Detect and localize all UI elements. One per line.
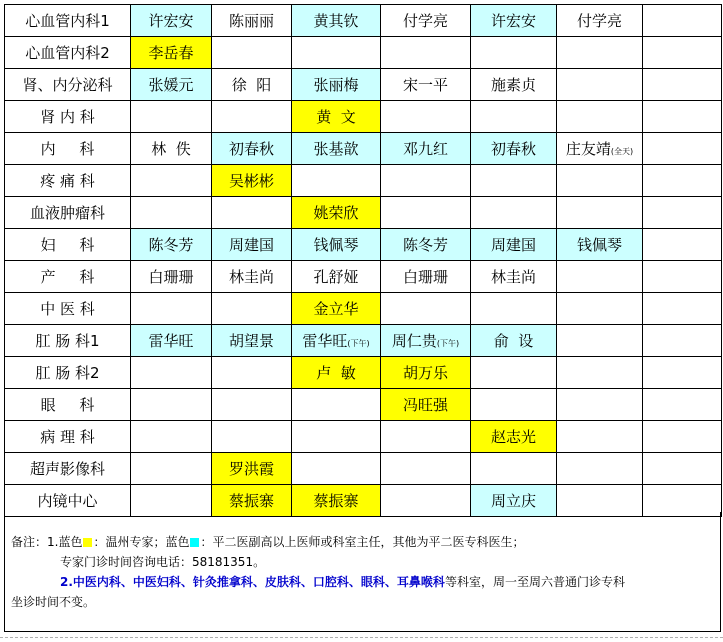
doctor-name: 许宏安 [148, 12, 194, 30]
doctor-cell [131, 293, 212, 325]
schedule-row [5, 5, 722, 37]
doctor-name: 雷华旺 [148, 332, 194, 350]
doctor-cell [381, 229, 471, 261]
doctor-name: 黄其钦 [313, 12, 359, 30]
doctor-cell [212, 165, 292, 197]
doctor-name: 初春秋 [228, 140, 274, 158]
doctor-cell [131, 357, 212, 389]
doctor-name: 吴彬彬 [228, 172, 274, 190]
doctor-cell [471, 421, 557, 453]
doctor-name: 俞 设 [493, 332, 534, 350]
doctor-cell [212, 421, 292, 453]
doctor-cell [557, 101, 643, 133]
doctor-cell [381, 421, 471, 453]
doctor-name: 施素贞 [490, 76, 536, 94]
department-cell: 妇 科 [5, 229, 131, 261]
doctor-cell [212, 389, 292, 421]
doctor-name: 周建国 [228, 236, 274, 254]
department-cell: 心血管内科1 [5, 5, 131, 37]
department-cell: 肾 内 科 [5, 101, 131, 133]
schedule-row [5, 357, 722, 389]
doctor-name: 钱佩琴 [576, 236, 622, 254]
page-bottom-divider [0, 637, 723, 638]
doctor-cell [643, 37, 722, 69]
note-line-3: 坐诊时间不变。 [11, 595, 96, 609]
doctor-cell [557, 229, 643, 261]
note-phone-line: 专家门诊时间咨询电话：58181351。 [60, 555, 266, 569]
doctor-cell [643, 293, 722, 325]
doctor-cell [471, 389, 557, 421]
doctor-name: 林圭尚 [228, 268, 274, 286]
note-line2-prefix: 2. [60, 575, 73, 589]
doctor-cell [381, 101, 471, 133]
doctor-name: 陈冬芳 [148, 236, 194, 254]
doctor-name: 罗洪霞 [228, 460, 274, 478]
doctor-cell [292, 133, 381, 165]
schedule-row [5, 325, 722, 357]
doctor-name: 陈冬芳 [402, 236, 448, 254]
schedule-row [5, 37, 722, 69]
doctor-name: 周仁贵 [391, 332, 437, 350]
department-cell: 病 理 科 [5, 421, 131, 453]
doctor-name: 庄友靖 [565, 140, 611, 158]
doctor-name: 卢 敏 [316, 364, 356, 382]
department-cell: 肾、内分泌科 [5, 69, 131, 101]
doctor-cell [212, 197, 292, 229]
schedule-body [5, 5, 722, 517]
cyan-swatch [190, 538, 199, 547]
doctor-cell [643, 133, 722, 165]
doctor-cell [131, 229, 212, 261]
doctor-name: 白珊珊 [148, 268, 194, 286]
session-note: (全天) [610, 147, 634, 156]
notes-section [4, 512, 721, 632]
doctor-cell [557, 261, 643, 293]
doctor-cell [292, 229, 381, 261]
doctor-cell [557, 389, 643, 421]
doctor-name: 黄 文 [316, 108, 356, 126]
doctor-cell [381, 453, 471, 485]
doctor-cell [131, 133, 212, 165]
doctor-cell [643, 421, 722, 453]
doctor-name: 初春秋 [490, 140, 536, 158]
schedule-row [5, 421, 722, 453]
doctor-cell [643, 357, 722, 389]
doctor-cell [212, 293, 292, 325]
doctor-cell [131, 101, 212, 133]
department-cell: 肛 肠 科2 [5, 357, 131, 389]
session-note: (下午) [436, 339, 460, 348]
doctor-name: 金立华 [313, 300, 359, 318]
doctor-name: 付学亮 [576, 12, 622, 30]
doctor-name: 胡万乐 [402, 364, 448, 382]
doctor-cell [381, 197, 471, 229]
doctor-cell [471, 197, 557, 229]
doctor-cell [471, 229, 557, 261]
doctor-name: 周建国 [490, 236, 536, 254]
doctor-cell [557, 37, 643, 69]
session-note: (下午) [347, 339, 370, 348]
yellow-swatch [83, 538, 92, 547]
doctor-cell [381, 133, 471, 165]
doctor-cell [292, 37, 381, 69]
schedule-row [5, 293, 722, 325]
doctor-name: 雷华旺 [302, 332, 348, 350]
doctor-name: 林 佚 [151, 140, 191, 158]
doctor-cell [381, 389, 471, 421]
note-cyan-meaning: ：平二医副高以上医师或科室主任，其他为平二医专科医生； [200, 535, 525, 549]
doctor-name: 周立庆 [490, 492, 536, 510]
doctor-cell [643, 389, 722, 421]
doctor-name: 蔡振寨 [313, 492, 359, 510]
doctor-name: 赵志光 [490, 428, 536, 446]
doctor-name: 陈丽丽 [228, 12, 274, 30]
schedule-row [5, 261, 722, 293]
doctor-cell [131, 261, 212, 293]
doctor-cell [381, 37, 471, 69]
note-line-1 [11, 532, 714, 552]
doctor-cell [212, 325, 292, 357]
doctor-cell [557, 293, 643, 325]
doctor-cell [471, 133, 557, 165]
doctor-name: 宋一平 [402, 76, 448, 94]
note-prefix: 备注：1.蓝色 [11, 535, 83, 549]
doctor-cell [643, 5, 722, 37]
doctor-name: 张媛元 [148, 76, 194, 94]
doctor-cell [212, 69, 292, 101]
doctor-cell [471, 293, 557, 325]
doctor-cell [643, 453, 722, 485]
doctor-cell [292, 197, 381, 229]
doctor-cell [212, 357, 292, 389]
doctor-name: 孔舒娅 [313, 268, 359, 286]
schedule-row [5, 389, 722, 421]
doctor-cell [131, 389, 212, 421]
doctor-cell [643, 261, 722, 293]
department-cell: 内镜中心 [5, 485, 131, 517]
doctor-cell [471, 453, 557, 485]
schedule-row [5, 197, 722, 229]
department-cell: 心血管内科2 [5, 37, 131, 69]
doctor-cell [212, 133, 292, 165]
schedule-row [5, 165, 722, 197]
doctor-cell [131, 421, 212, 453]
doctor-cell [292, 357, 381, 389]
doctor-cell [292, 5, 381, 37]
doctor-cell [643, 197, 722, 229]
doctor-cell [292, 261, 381, 293]
department-cell: 血液肿瘤科 [5, 197, 131, 229]
doctor-cell [471, 37, 557, 69]
doctor-cell [212, 229, 292, 261]
doctor-cell [557, 197, 643, 229]
doctor-cell [381, 5, 471, 37]
doctor-cell [557, 165, 643, 197]
doctor-cell [131, 325, 212, 357]
department-cell: 中 医 科 [5, 293, 131, 325]
doctor-cell [471, 325, 557, 357]
doctor-cell [557, 453, 643, 485]
doctor-name: 白珊珊 [402, 268, 448, 286]
doctor-name: 姚荣欣 [313, 204, 359, 222]
doctor-name: 钱佩琴 [313, 236, 359, 254]
department-cell: 眼 科 [5, 389, 131, 421]
doctor-cell [381, 261, 471, 293]
doctor-cell [381, 357, 471, 389]
doctor-cell [381, 69, 471, 101]
doctor-cell [292, 325, 381, 357]
doctor-cell [381, 325, 471, 357]
doctor-cell [381, 165, 471, 197]
doctor-cell [643, 165, 722, 197]
department-cell: 肛 肠 科1 [5, 325, 131, 357]
doctor-cell [557, 325, 643, 357]
doctor-cell [471, 101, 557, 133]
doctor-cell [557, 357, 643, 389]
department-cell: 内 科 [5, 133, 131, 165]
doctor-name: 邓九红 [402, 140, 448, 158]
doctor-cell [471, 357, 557, 389]
department-cell: 疼 痛 科 [5, 165, 131, 197]
doctor-cell [557, 69, 643, 101]
doctor-name: 张基歆 [313, 140, 359, 158]
doctor-name: 徐 阳 [231, 76, 272, 94]
doctor-cell [212, 453, 292, 485]
doctor-name: 胡望景 [228, 332, 274, 350]
doctor-cell [131, 5, 212, 37]
doctor-cell [131, 197, 212, 229]
doctor-cell [292, 69, 381, 101]
doctor-cell [557, 133, 643, 165]
doctor-cell [471, 261, 557, 293]
doctor-name: 许宏安 [490, 12, 536, 30]
doctor-cell [212, 5, 292, 37]
doctor-name: 林圭尚 [490, 268, 536, 286]
doctor-cell [292, 389, 381, 421]
doctor-name: 付学亮 [402, 12, 448, 30]
doctor-name: 张丽梅 [313, 76, 359, 94]
doctor-cell [643, 69, 722, 101]
doctor-cell [292, 293, 381, 325]
schedule-row [5, 229, 722, 261]
schedule-row [5, 133, 722, 165]
doctor-cell [557, 421, 643, 453]
doctor-cell [212, 261, 292, 293]
schedule-row [5, 69, 722, 101]
doctor-cell [292, 165, 381, 197]
doctor-cell [557, 5, 643, 37]
doctor-cell [212, 37, 292, 69]
doctor-cell [471, 69, 557, 101]
doctor-cell [292, 453, 381, 485]
doctor-cell [381, 293, 471, 325]
doctor-cell [131, 69, 212, 101]
doctor-name: 蔡振寨 [228, 492, 274, 510]
note-line-2 [11, 572, 714, 592]
department-cell: 超声影像科 [5, 453, 131, 485]
note-line2-depts: 中医内科、中医妇科、针灸推拿科、皮肤科、口腔科、眼科、耳鼻喉科 [72, 575, 445, 589]
note-yellow-meaning: ：温州专家；蓝色 [93, 535, 190, 549]
doctor-name: 冯旺强 [402, 396, 448, 414]
clinic-schedule-table [4, 4, 722, 517]
doctor-cell [643, 229, 722, 261]
doctor-name: 李岳春 [148, 44, 194, 62]
doctor-cell [292, 421, 381, 453]
doctor-cell [643, 101, 722, 133]
doctor-cell [471, 165, 557, 197]
doctor-cell [131, 37, 212, 69]
doctor-cell [212, 101, 292, 133]
note-line2-suffix: 等科室，周一至周六普通门诊专科 [444, 575, 625, 589]
doctor-cell [471, 5, 557, 37]
doctor-cell [131, 165, 212, 197]
schedule-row [5, 101, 722, 133]
doctor-cell [292, 101, 381, 133]
doctor-cell [131, 453, 212, 485]
department-cell: 产 科 [5, 261, 131, 293]
schedule-row [5, 453, 722, 485]
doctor-cell [643, 325, 722, 357]
